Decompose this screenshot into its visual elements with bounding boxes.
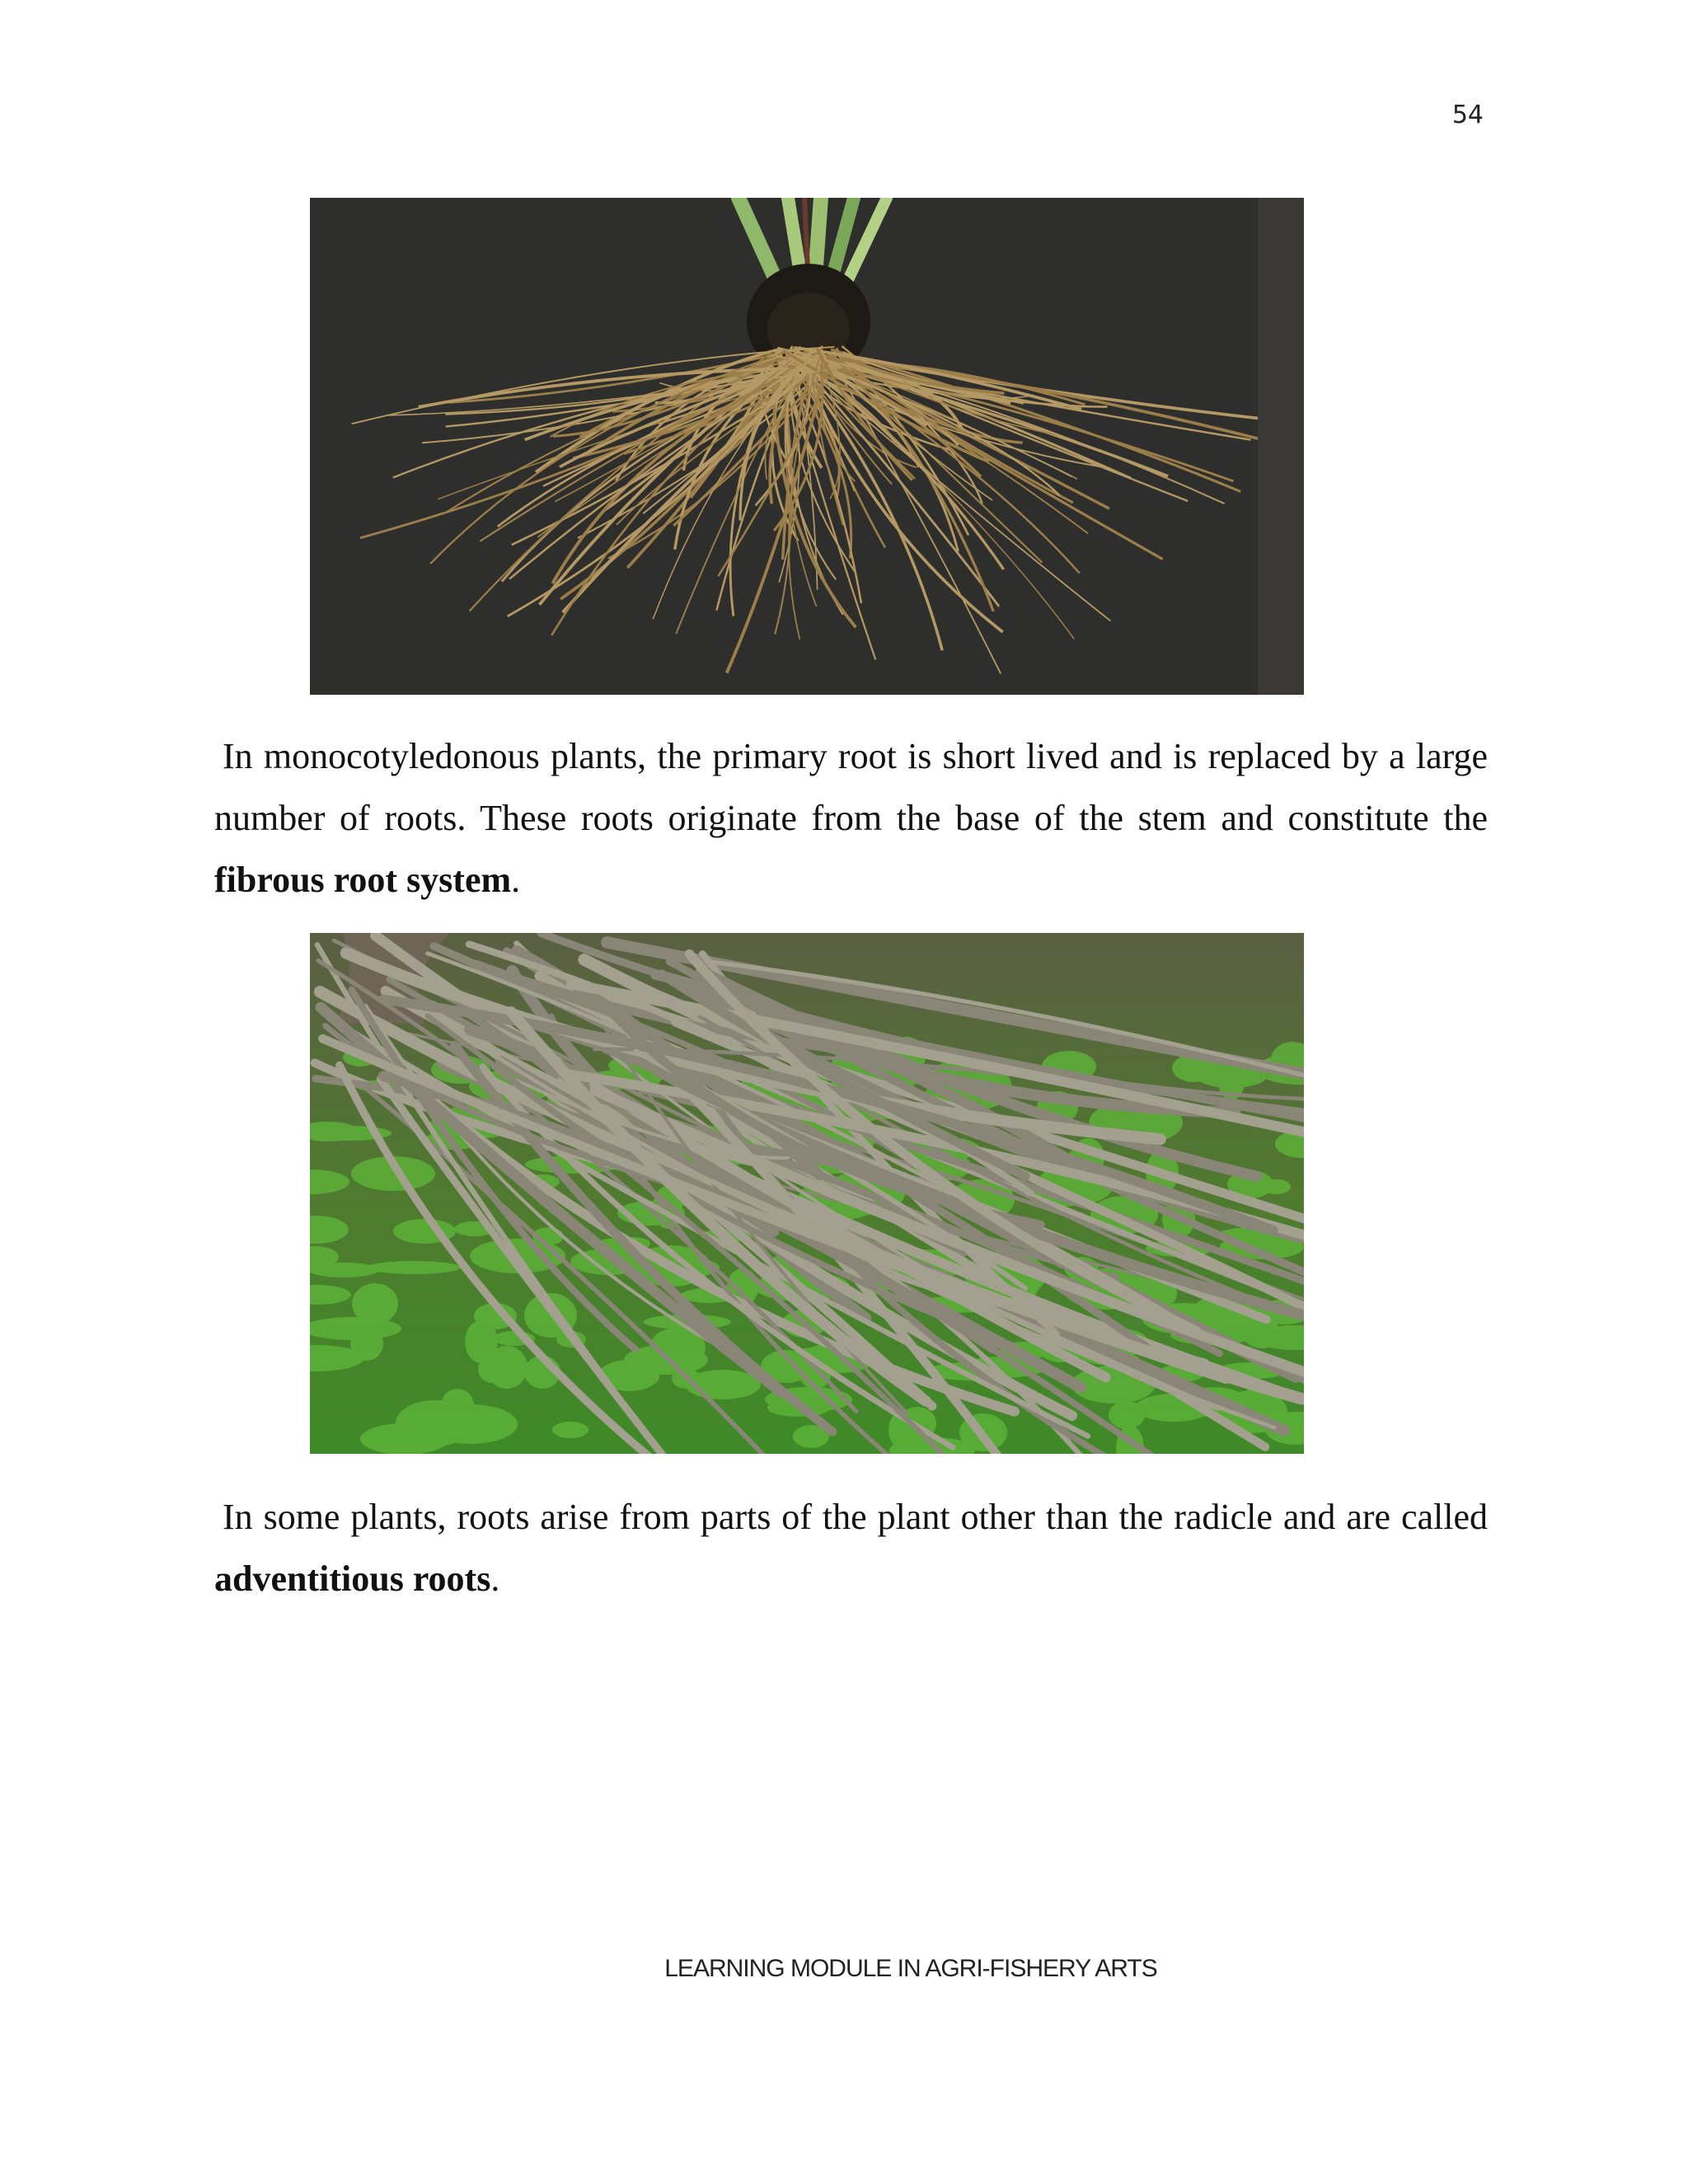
bold-term-fibrous-root-system: fibrous root system bbox=[214, 860, 512, 900]
paragraph-text: In monocotyledonous plants, the primary root is short lived and is replaced by a large number of roots. These roots originate from the base of the stem and constitute the bbox=[214, 736, 1488, 838]
paragraph-fibrous-roots bbox=[214, 725, 1488, 911]
page-number: 54 bbox=[1451, 101, 1484, 129]
paragraph-text: In some plants, roots arise from parts of the plant other than the radicle and are called bbox=[223, 1497, 1488, 1537]
paragraph-text-end: . bbox=[511, 860, 521, 900]
paragraph-text-end: . bbox=[490, 1558, 500, 1599]
paragraph-adventitious-roots bbox=[214, 1486, 1488, 1610]
fibrous-root-photo bbox=[310, 198, 1304, 695]
footer-module-title: LEARNING MODULE IN AGRI-FISHERY ARTS bbox=[664, 1955, 1157, 1982]
bold-term-adventitious-roots: adventitious roots bbox=[214, 1558, 491, 1599]
adventitious-root-photo bbox=[310, 933, 1304, 1454]
